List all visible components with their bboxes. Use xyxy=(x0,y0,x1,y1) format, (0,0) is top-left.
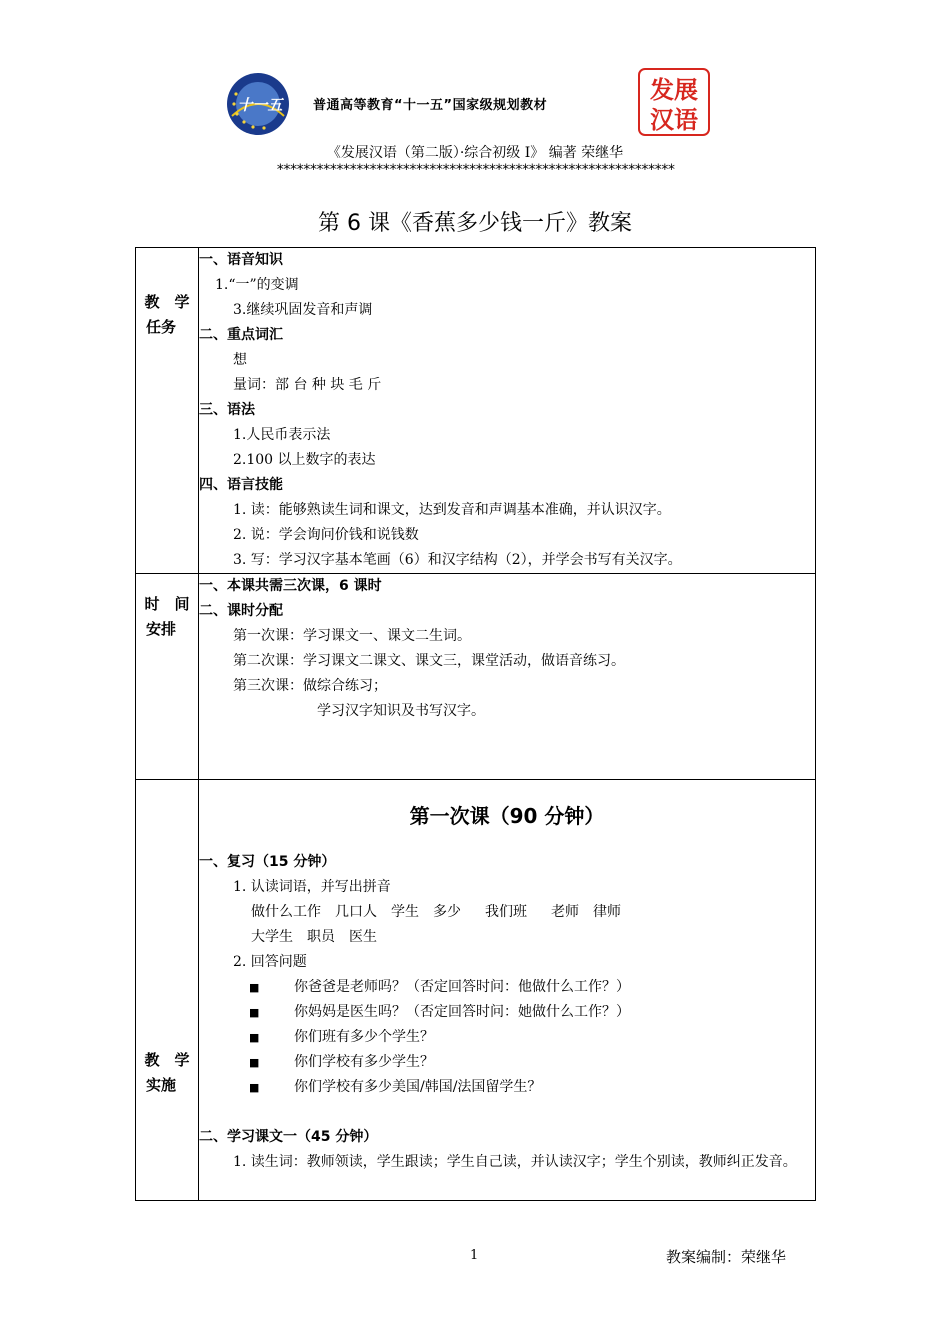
heading-review: 一、复习（15 分钟） xyxy=(199,854,336,870)
question-item xyxy=(199,1050,815,1075)
word: 医生 xyxy=(349,929,377,945)
heading-skills: 四、语言技能 xyxy=(199,477,283,493)
question-item xyxy=(199,1075,815,1100)
question-text: 你妈妈是医生吗？（否定回答时问：她做什么工作？） xyxy=(294,1004,630,1020)
label-cell-implementation xyxy=(136,780,199,1201)
heading-text-one: 二、学习课文一（45 分钟） xyxy=(199,1129,378,1145)
list-item: 第一次课：学习课文一、课文二生词。 xyxy=(233,628,471,644)
list-item: 想 xyxy=(233,352,247,368)
word: 我们班 xyxy=(485,904,527,920)
row-time-arrangement xyxy=(136,574,816,780)
logo-right-line1: 发展 xyxy=(650,76,698,104)
book-info: 《发展汉语（第二版）·综合初级 I》 编著 荣继华 xyxy=(326,145,624,161)
word-row xyxy=(199,925,815,950)
bullet-icon: ■ xyxy=(249,981,260,994)
heading-total-sessions: 一、本课共需三次课，6 课时 xyxy=(199,578,382,594)
list-item: 1.人民币表示法 xyxy=(233,427,331,443)
heading-vocabulary: 二、重点词汇 xyxy=(199,327,283,343)
fazhan-hanyu-logo-icon xyxy=(638,68,710,136)
label-line: 任务 xyxy=(146,318,177,336)
word: 老师 xyxy=(551,904,579,920)
lesson-plan-table xyxy=(135,247,816,1201)
label-line: 教 学 xyxy=(144,1051,190,1069)
series-title: 普通高等教育“十一五”国家级规划教材 xyxy=(313,98,548,113)
five-year-plan-logo-icon xyxy=(226,72,290,136)
list-item: 量词：部 台 种 块 毛 斤 xyxy=(233,377,382,393)
question-item xyxy=(199,1025,815,1050)
row-implementation xyxy=(136,780,816,1201)
question-item xyxy=(199,975,815,1000)
word: 做什么工作 xyxy=(251,904,321,920)
word: 大学生 xyxy=(251,929,293,945)
session-title: 第一次课（90 分钟） xyxy=(409,804,605,828)
question-item xyxy=(199,1000,815,1025)
page-number: 1 xyxy=(470,1248,479,1263)
list-item-text: 1. 读生词：教师领读，学生跟读；学生自己读，并认读汉字；学生个别读，教师纠正发音。 xyxy=(233,1154,797,1170)
bullet-icon: ■ xyxy=(249,1006,260,1019)
bullet-icon: ■ xyxy=(249,1081,260,1094)
word: 律师 xyxy=(593,904,621,920)
word: 职员 xyxy=(307,929,335,945)
question-text: 你们学校有多少学生？ xyxy=(294,1054,434,1070)
list-item: 第三次课：做综合练习； xyxy=(233,678,387,694)
heading-allocation: 二、课时分配 xyxy=(199,603,283,619)
list-item: 2. 说：学会询问价钱和说钱数 xyxy=(233,527,419,543)
word: 多少 xyxy=(433,904,461,920)
heading-phonetics: 一、语音知识 xyxy=(199,252,283,268)
word: 学生 xyxy=(391,904,419,920)
label-line: 教 学 xyxy=(144,293,190,311)
row-teaching-tasks xyxy=(136,248,816,574)
word-row xyxy=(199,900,815,925)
heading-grammar: 三、语法 xyxy=(199,402,255,418)
label-cell-time-arrangement xyxy=(136,574,199,780)
separator-stars: ************************************************************ xyxy=(276,162,674,178)
logo-left-text: 十一五 xyxy=(237,96,283,114)
bullet-icon: ■ xyxy=(249,1056,260,1069)
spacer xyxy=(199,1100,815,1125)
list-item: 1.“一”的变调 xyxy=(215,277,299,293)
label-cell-teaching-tasks xyxy=(136,248,199,574)
question-text: 你们学校有多少美国/韩国/法国留学生？ xyxy=(294,1079,542,1095)
list-item: 3. 写：学习汉字基本笔画（6）和汉字结构（2），并学会书写有关汉字。 xyxy=(233,552,682,568)
list-item: 第二次课：学习课文二课文、课文三，课堂活动，做语音练习。 xyxy=(233,653,625,669)
list-item: 2. 回答问题 xyxy=(233,954,307,970)
list-item: 学习汉字知识及书写汉字。 xyxy=(317,703,485,719)
word: 几口人 xyxy=(335,904,377,920)
content-cell-time-arrangement xyxy=(199,574,816,780)
list-item: 1. 读：能够熟读生词和课文，达到发音和声调基本准确，并认识汉字。 xyxy=(233,502,671,518)
question-text: 你们班有多少个学生？ xyxy=(294,1029,434,1045)
content-cell-teaching-tasks xyxy=(199,248,816,574)
list-item xyxy=(199,1150,815,1175)
label-line: 安排 xyxy=(146,620,177,638)
bullet-icon: ■ xyxy=(249,1031,260,1044)
content-cell-implementation xyxy=(199,780,816,1201)
page-title: 第 6 课《香蕉多少钱一斤》教案 xyxy=(318,211,632,236)
document-header xyxy=(0,66,950,142)
label-line: 时 间 xyxy=(144,595,190,613)
question-text: 你爸爸是老师吗？（否定回答时问：他做什么工作？） xyxy=(294,979,630,995)
list-item: 2.100 以上数字的表达 xyxy=(233,452,376,468)
label-line: 实施 xyxy=(146,1076,177,1094)
list-item: 3.继续巩固发音和声调 xyxy=(233,302,373,318)
list-item: 1. 认读词语，并写出拼音 xyxy=(233,879,391,895)
footer-author: 教案编制：荣继华 xyxy=(666,1248,787,1266)
logo-right-line2: 汉语 xyxy=(650,106,698,134)
